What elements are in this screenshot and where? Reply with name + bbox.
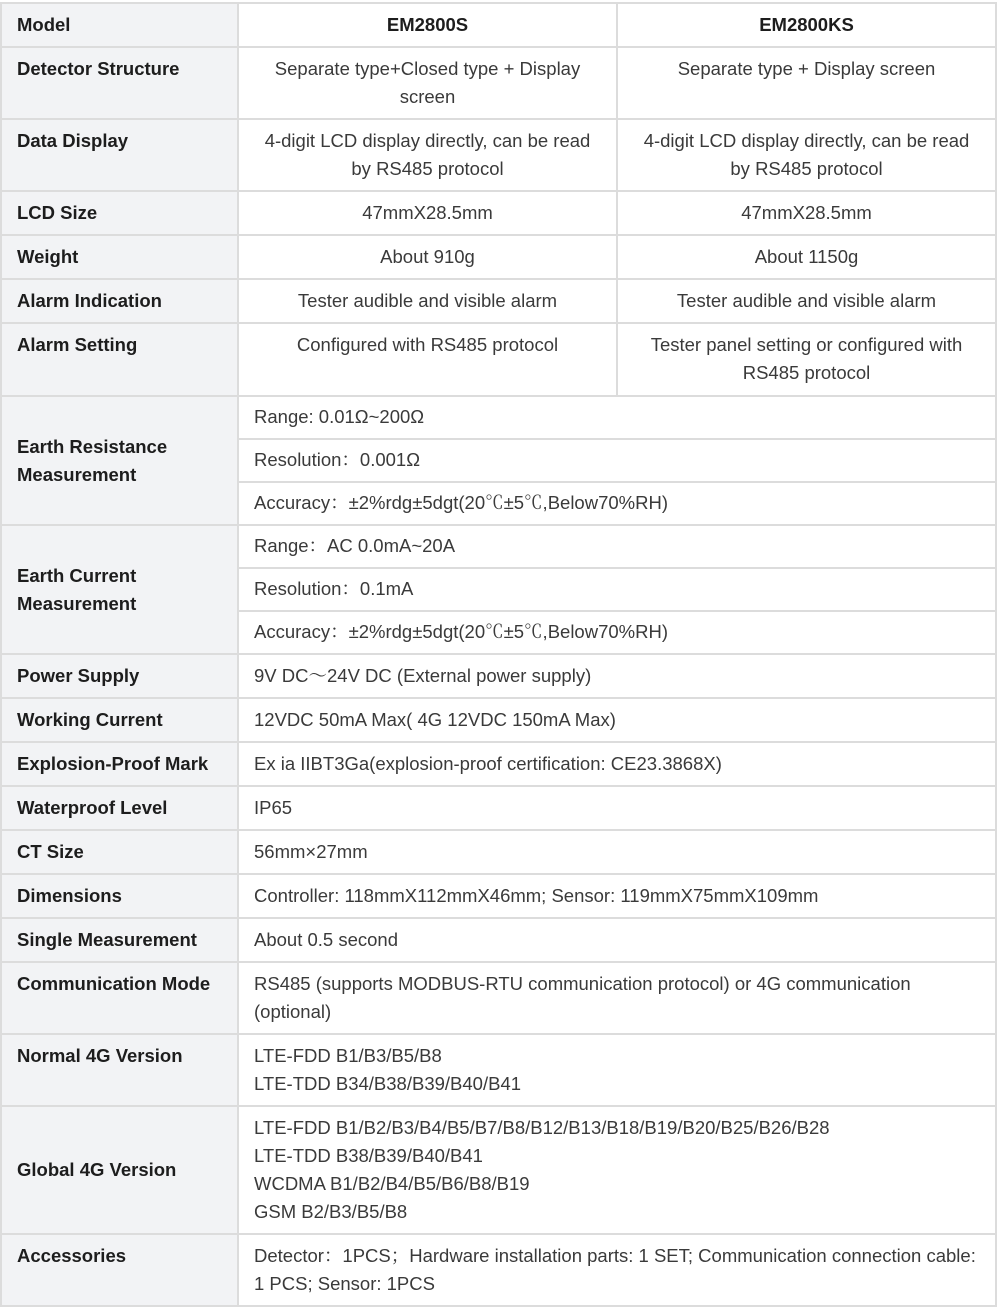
row-value-em2800s: 47mmX28.5mm xyxy=(238,191,617,235)
row-value xyxy=(238,698,996,742)
row-value: Accuracy：±2%rdg±5dgt(20℃±5℃,Below70%RH) xyxy=(238,611,996,654)
row-value xyxy=(238,962,996,1034)
value-line: About 0.5 second xyxy=(254,929,398,950)
row-label: Weight xyxy=(1,235,238,279)
value-line: IP65 xyxy=(254,797,293,818)
row-value: Resolution：0.001Ω xyxy=(238,439,996,482)
row-label: Communication Mode xyxy=(1,962,238,1034)
row-value-em2800ks: Separate type + Display screen xyxy=(617,47,996,119)
row-label: Detector Structure xyxy=(1,47,238,119)
row-value-em2800s: 4-digit LCD display directly, can be read by RS485 protocol xyxy=(238,119,617,191)
row-label: CT Size xyxy=(1,830,238,874)
value-line: LTE-FDD B1/B3/B5/B8 xyxy=(254,1045,442,1066)
row-value xyxy=(238,786,996,830)
value-line: LTE-TDD B38/B39/B40/B41 xyxy=(254,1145,483,1166)
row-value: Resolution：0.1mA xyxy=(238,568,996,611)
row-value-em2800s: Configured with RS485 protocol xyxy=(238,323,617,396)
row-label: Dimensions xyxy=(1,874,238,918)
row-value xyxy=(238,742,996,786)
row-value-em2800ks: 4-digit LCD display directly, can be read by RS485 protocol xyxy=(617,119,996,191)
row-label: Accessories xyxy=(1,1234,238,1306)
table-row xyxy=(1,874,996,918)
value-line: 56mm×27mm xyxy=(254,841,368,862)
row-value-em2800s: About 910g xyxy=(238,235,617,279)
value-line: 9V DC～24V DC (External power supply) xyxy=(254,665,592,686)
row-label: Normal 4G Version xyxy=(1,1034,238,1106)
table-row xyxy=(1,396,996,439)
row-label: Explosion-Proof Mark xyxy=(1,742,238,786)
table-row xyxy=(1,47,996,119)
row-label: Earth Resistance Measurement xyxy=(1,396,238,525)
row-label: Power Supply xyxy=(1,654,238,698)
row-value xyxy=(238,918,996,962)
table-row xyxy=(1,962,996,1034)
table-row xyxy=(1,279,996,323)
model-em2800ks: EM2800KS xyxy=(617,3,996,47)
row-label: Alarm Setting xyxy=(1,323,238,396)
row-value-em2800s: Tester audible and visible alarm xyxy=(238,279,617,323)
table-row xyxy=(1,323,996,396)
row-value-em2800ks: 47mmX28.5mm xyxy=(617,191,996,235)
table-row xyxy=(1,119,996,191)
row-value: Accuracy：±2%rdg±5dgt(20℃±5℃,Below70%RH) xyxy=(238,482,996,525)
row-value xyxy=(238,874,996,918)
value-line: Detector：1PCS；Hardware installation parts: 1 SET; Communication connection cable: 1 PCS; Sensor: 1PCS xyxy=(254,1245,976,1294)
row-value xyxy=(238,1034,996,1106)
value-line: WCDMA B1/B2/B4/B5/B6/B8/B19 xyxy=(254,1173,530,1194)
row-label: LCD Size xyxy=(1,191,238,235)
table-row xyxy=(1,1106,996,1234)
row-label: Single Measurement xyxy=(1,918,238,962)
value-line: Controller: 118mmX112mmX46mm; Sensor: 119mmX75mmX109mm xyxy=(254,885,819,906)
row-value xyxy=(238,830,996,874)
table-row xyxy=(1,786,996,830)
row-value-em2800ks: About 1150g xyxy=(617,235,996,279)
value-line: GSM B2/B3/B5/B8 xyxy=(254,1201,408,1222)
table-row xyxy=(1,191,996,235)
table-row xyxy=(1,525,996,568)
table-row xyxy=(1,654,996,698)
value-line: RS485 (supports MODBUS-RTU communication protocol) or 4G communication (optional) xyxy=(254,973,911,1022)
row-value-em2800ks: Tester panel setting or configured with RS485 protocol xyxy=(617,323,996,396)
row-value-em2800ks: Tester audible and visible alarm xyxy=(617,279,996,323)
table-row xyxy=(1,1034,996,1106)
table-row xyxy=(1,698,996,742)
row-value xyxy=(238,1234,996,1306)
row-value xyxy=(238,654,996,698)
table-row xyxy=(1,830,996,874)
row-label: Data Display xyxy=(1,119,238,191)
row-value-em2800s: Separate type+Closed type + Display screen xyxy=(238,47,617,119)
row-value: Range：AC 0.0mA~20A xyxy=(238,525,996,568)
header-label: Model xyxy=(1,3,238,47)
row-label: Alarm Indication xyxy=(1,279,238,323)
value-line: Ex ia IIBT3Ga(explosion-proof certification: CE23.3868X) xyxy=(254,753,722,774)
row-label: Global 4G Version xyxy=(1,1106,238,1234)
value-line: LTE-FDD B1/B2/B3/B4/B5/B7/B8/B12/B13/B18/B19/B20/B25/B26/B28 xyxy=(254,1117,830,1138)
row-value xyxy=(238,1106,996,1234)
value-line: 12VDC 50mA Max( 4G 12VDC 150mA Max) xyxy=(254,709,616,730)
table-row xyxy=(1,235,996,279)
row-label: Waterproof Level xyxy=(1,786,238,830)
table-row xyxy=(1,918,996,962)
row-label: Working Current xyxy=(1,698,238,742)
row-label: Earth Current Measurement xyxy=(1,525,238,654)
value-line: LTE-TDD B34/B38/B39/B40/B41 xyxy=(254,1073,522,1094)
row-value: Range: 0.01Ω~200Ω xyxy=(238,396,996,439)
table-row xyxy=(1,1234,996,1306)
table-row xyxy=(1,742,996,786)
header-row xyxy=(1,3,996,47)
spec-table xyxy=(0,2,997,1307)
model-em2800s: EM2800S xyxy=(238,3,617,47)
